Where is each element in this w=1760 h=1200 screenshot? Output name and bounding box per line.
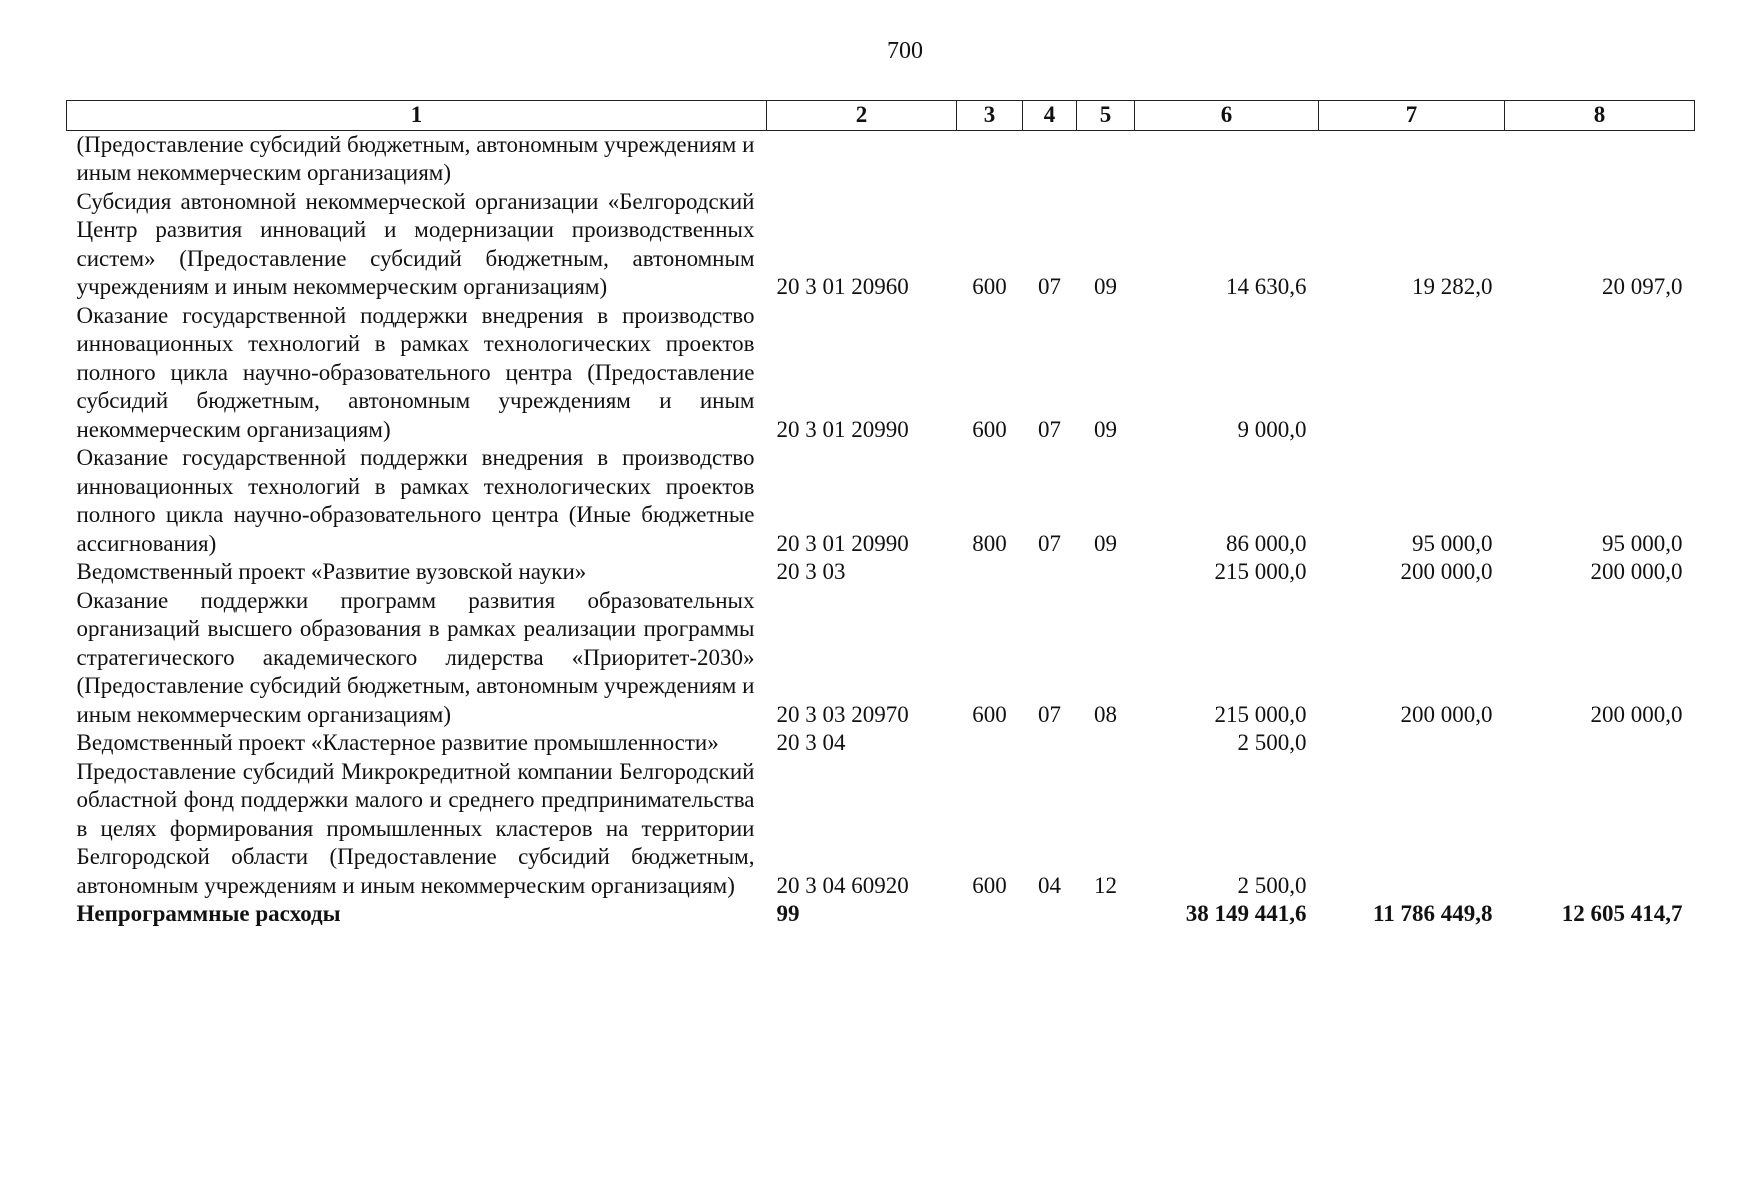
row-value-8: 95 000,0	[1602, 530, 1683, 556]
row-value-8	[1505, 302, 1695, 445]
row-value-6: 215 000,0	[1214, 701, 1307, 727]
row-name: (Предоставление субсидий бюджетным, автономным учреждениям и иным некоммерческим организациям)	[76, 131, 755, 185]
row-name: Оказание государственной поддержки внедрения в производство инновационных технологий в рамках технологических проектов полного цикла научно-образовательного центра (Предоставление субсидий бюджетным, автономным учреждениям и иным некоммерческим организациям)	[76, 302, 755, 442]
row-value-6: 2 500,0	[1237, 872, 1307, 898]
row-col5	[1077, 729, 1135, 758]
row-value-7: 200 000,0	[1400, 701, 1493, 727]
column-header: 5	[1077, 101, 1135, 131]
row-code: 20 3 01 20990	[776, 530, 909, 556]
budget-table	[66, 100, 1695, 929]
table-row	[67, 302, 1695, 445]
row-value-8: 200 000,0	[1590, 701, 1683, 727]
total-value-6: 38 149 441,6	[1185, 901, 1307, 926]
row-code	[767, 130, 957, 188]
row-name: Предоставление субсидий Микрокредитной компании Белгородский областной фонд поддержки малого и среднего предпринимательства в целях формирования промышленных кластеров на территории Белгородской области (Предоставление субсидий бюджетным, автономным учреждениям и иным некоммерческим организациям)	[76, 758, 755, 898]
row-col5: 12	[1094, 872, 1117, 898]
row-value-8: 200 000,0	[1590, 559, 1683, 584]
column-header: 2	[767, 101, 957, 131]
row-code: 20 3 04 60920	[776, 872, 909, 898]
row-value-7: 95 000,0	[1412, 530, 1493, 556]
row-value-8: 20 097,0	[1602, 274, 1683, 299]
row-col5	[1077, 558, 1135, 587]
row-col5: 09	[1094, 530, 1117, 556]
row-col3	[957, 729, 1023, 758]
row-col3: 800	[972, 530, 1007, 556]
total-value-8: 12 605 414,7	[1561, 901, 1683, 926]
table-row	[67, 758, 1695, 901]
column-header: 1	[67, 101, 767, 131]
row-code: 20 3 01 20990	[776, 416, 909, 442]
row-col3: 600	[972, 416, 1007, 442]
row-value-7	[1319, 302, 1505, 445]
total-col3	[957, 900, 1023, 929]
row-code: 20 3 03	[776, 559, 846, 584]
row-col4	[1023, 729, 1077, 758]
column-header: 4	[1023, 101, 1077, 131]
row-value-6: 86 000,0	[1226, 530, 1307, 556]
row-col5: 08	[1094, 701, 1117, 727]
table-row	[67, 130, 1695, 188]
row-col4: 04	[1038, 872, 1061, 898]
row-col5: 09	[1094, 274, 1117, 299]
row-col4: 07	[1038, 274, 1061, 299]
row-name: Ведомственный проект «Развитие вузовской науки»	[76, 559, 587, 584]
row-value-6	[1135, 130, 1319, 188]
total-col4	[1023, 900, 1077, 929]
table-row	[67, 729, 1695, 758]
row-col4: 07	[1038, 530, 1061, 556]
row-col5: 09	[1094, 416, 1117, 442]
column-header: 7	[1319, 101, 1505, 131]
row-col5	[1077, 130, 1135, 188]
row-value-7: 19 282,0	[1412, 274, 1493, 299]
page-number: 700	[887, 38, 923, 64]
row-value-6: 14 630,6	[1226, 274, 1307, 299]
row-col3: 600	[972, 701, 1007, 727]
row-col3: 600	[972, 274, 1007, 299]
row-code: 20 3 03 20970	[776, 701, 909, 727]
row-name: Оказание государственной поддержки внедрения в производство инновационных технологий в рамках технологических проектов полного цикла научно-образовательного центра (Иные бюджетные ассигнования)	[76, 445, 755, 556]
row-name: Оказание поддержки программ развития образовательных организаций высшего образования в рамках реализации программы стратегического академического лидерства «Приоритет-2030» (Предоставление субсидий бюджетным, автономным учреждениям и иным некоммерческим организациям)	[76, 587, 755, 727]
column-header: 6	[1135, 101, 1319, 131]
row-name: Ведомственный проект «Кластерное развитие промышленности»	[76, 730, 719, 755]
column-header: 8	[1505, 101, 1695, 131]
header-row	[67, 101, 1695, 131]
row-col4: 07	[1038, 416, 1061, 442]
row-value-8	[1505, 729, 1695, 758]
row-value-6: 215 000,0	[1214, 559, 1307, 584]
row-col4	[1023, 130, 1077, 188]
row-code: 20 3 01 20960	[776, 274, 909, 299]
column-header: 3	[957, 101, 1023, 131]
total-name: Непрограммные расходы	[76, 901, 341, 926]
table-row	[67, 444, 1695, 558]
total-value-7: 11 786 449,8	[1373, 901, 1493, 926]
row-value-8	[1505, 130, 1695, 188]
row-name: Субсидия автономной некоммерческой организации «Белгородский Центр развития инноваций и модернизации производственных систем» (Предоставление субсидий бюджетным, автономным учреждениям и иным некоммерческим организациям)	[76, 188, 755, 299]
row-col4: 07	[1038, 701, 1061, 727]
row-value-6: 2 500,0	[1237, 730, 1307, 755]
row-value-7	[1319, 130, 1505, 188]
table-row	[67, 587, 1695, 730]
row-code: 20 3 04	[776, 730, 846, 755]
table-row	[67, 188, 1695, 302]
row-value-7	[1319, 758, 1505, 901]
row-value-6: 9 000,0	[1237, 416, 1307, 442]
row-value-8	[1505, 758, 1695, 901]
total-code: 99	[776, 901, 800, 926]
row-col3: 600	[972, 872, 1007, 898]
row-col3	[957, 558, 1023, 587]
table-row	[67, 558, 1695, 587]
total-col5	[1077, 900, 1135, 929]
row-value-7: 200 000,0	[1400, 559, 1493, 584]
row-col3	[957, 130, 1023, 188]
row-value-7	[1319, 729, 1505, 758]
row-col4	[1023, 558, 1077, 587]
total-row	[67, 900, 1695, 929]
